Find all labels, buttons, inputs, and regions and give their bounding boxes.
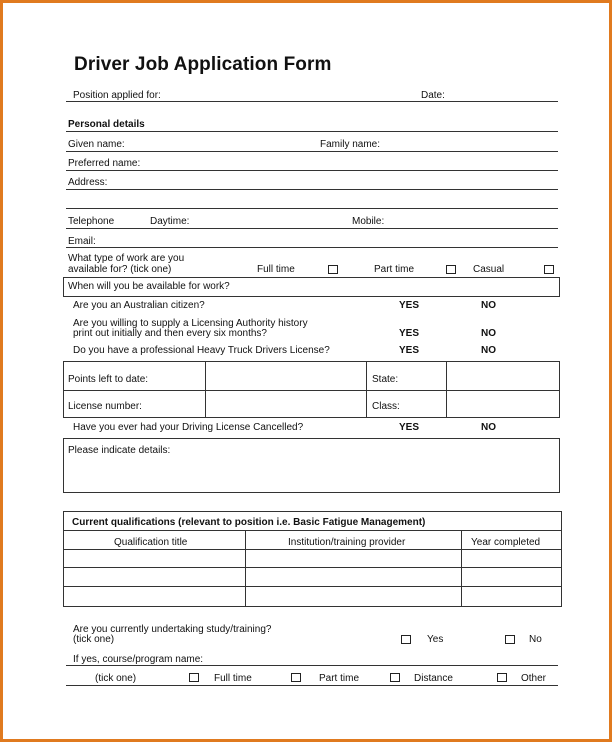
study-part-time-label: Part time [319, 673, 360, 684]
address-field[interactable] [66, 189, 558, 190]
section-divider [66, 131, 558, 132]
mobile-label: Mobile: [352, 216, 385, 227]
qualifications-heading: Current qualifications (relevant to position i.e. Basic Fatigue Management) [72, 517, 426, 528]
qualifications-table-col-divider [245, 530, 246, 607]
class-field[interactable] [447, 391, 559, 417]
qualifications-table-col-divider [461, 530, 462, 607]
course-name-label: If yes, course/program name: [73, 654, 204, 665]
study-mode-tick-one: (tick one) [95, 673, 137, 684]
preferred-name-label: Preferred name: [68, 158, 141, 169]
work-type-question-line1: What type of work are you [68, 253, 185, 264]
position-line[interactable] [66, 101, 558, 102]
study-yes-checkbox[interactable] [401, 635, 411, 644]
study-other-label: Other [521, 673, 547, 684]
when-available-label: When will you be available for work? [68, 281, 230, 292]
full-time-checkbox[interactable] [328, 265, 338, 274]
table-row [63, 586, 562, 587]
preferred-name-field[interactable] [66, 170, 558, 171]
class-label: Class: [372, 401, 400, 412]
cancelled-no-option[interactable]: NO [481, 422, 496, 433]
cancelled-question: Have you ever had your Driving License Cancelled? [73, 422, 304, 433]
date-label: Date: [421, 90, 445, 101]
history-yes-option[interactable]: YES [399, 328, 420, 339]
daytime-label: Daytime: [150, 216, 190, 227]
given-name-label: Given name: [68, 139, 125, 150]
history-question-line1: Are you willing to supply a Licensing Authority history [73, 318, 308, 329]
table-row [63, 567, 562, 568]
personal-details-heading: Personal details [68, 119, 145, 130]
work-type-question-line2: available for? (tick one) [68, 264, 172, 275]
study-distance-label: Distance [414, 673, 453, 684]
history-question-line2: print out initially and then every six months? [73, 328, 267, 339]
part-time-checkbox[interactable] [446, 265, 456, 274]
license-number-field[interactable] [206, 391, 365, 417]
license-table-col-divider [366, 361, 367, 418]
address-field-line2[interactable] [66, 208, 558, 209]
institution-header: Institution/training provider [288, 537, 406, 548]
casual-checkbox[interactable] [544, 265, 554, 274]
study-part-time-checkbox[interactable] [291, 673, 301, 682]
email-field[interactable] [66, 247, 558, 248]
work-type-part-time-label: Part time [374, 264, 415, 275]
study-distance-checkbox[interactable] [390, 673, 400, 682]
license-number-label: License number: [68, 401, 142, 412]
state-field[interactable] [447, 362, 559, 390]
citizen-question: Are you an Australian citizen? [73, 300, 205, 311]
page-title: Driver Job Application Form [74, 54, 332, 75]
study-question-line2: (tick one) [73, 634, 115, 645]
study-question-line1: Are you currently undertaking study/training? [73, 624, 272, 635]
citizen-yes-option[interactable]: YES [399, 300, 420, 311]
heavy-truck-question: Do you have a professional Heavy Truck Drivers License? [73, 345, 330, 356]
study-full-time-checkbox[interactable] [189, 673, 199, 682]
history-no-option[interactable]: NO [481, 328, 496, 339]
given-name-field[interactable] [66, 151, 558, 152]
year-completed-header: Year completed [471, 537, 541, 548]
study-mode-line [66, 685, 558, 686]
position-applied-label: Position applied for: [73, 90, 161, 101]
details-label: Please indicate details: [68, 445, 171, 456]
work-type-casual-label: Casual [473, 264, 505, 275]
study-full-time-label: Full time [214, 673, 252, 684]
qualification-title-header: Qualification title [114, 537, 188, 548]
telephone-label: Telephone [68, 216, 115, 227]
course-name-field[interactable] [66, 665, 558, 666]
study-other-checkbox[interactable] [497, 673, 507, 682]
cancelled-yes-option[interactable]: YES [399, 422, 420, 433]
telephone-field[interactable] [66, 228, 558, 229]
heavy-truck-yes-option[interactable]: YES [399, 345, 420, 356]
state-label: State: [372, 374, 399, 385]
citizen-no-option[interactable]: NO [481, 300, 496, 311]
email-label: Email: [68, 236, 96, 247]
heavy-truck-no-option[interactable]: NO [481, 345, 496, 356]
study-no-label: No [529, 634, 542, 645]
address-label: Address: [68, 177, 108, 188]
table-row [63, 549, 562, 550]
study-no-checkbox[interactable] [505, 635, 515, 644]
points-left-field[interactable] [206, 362, 365, 390]
work-type-full-time-label: Full time [257, 264, 295, 275]
family-name-label: Family name: [320, 139, 381, 150]
points-left-label: Points left to date: [68, 374, 149, 385]
study-yes-label: Yes [427, 634, 444, 645]
qualifications-table-divider [63, 530, 562, 531]
